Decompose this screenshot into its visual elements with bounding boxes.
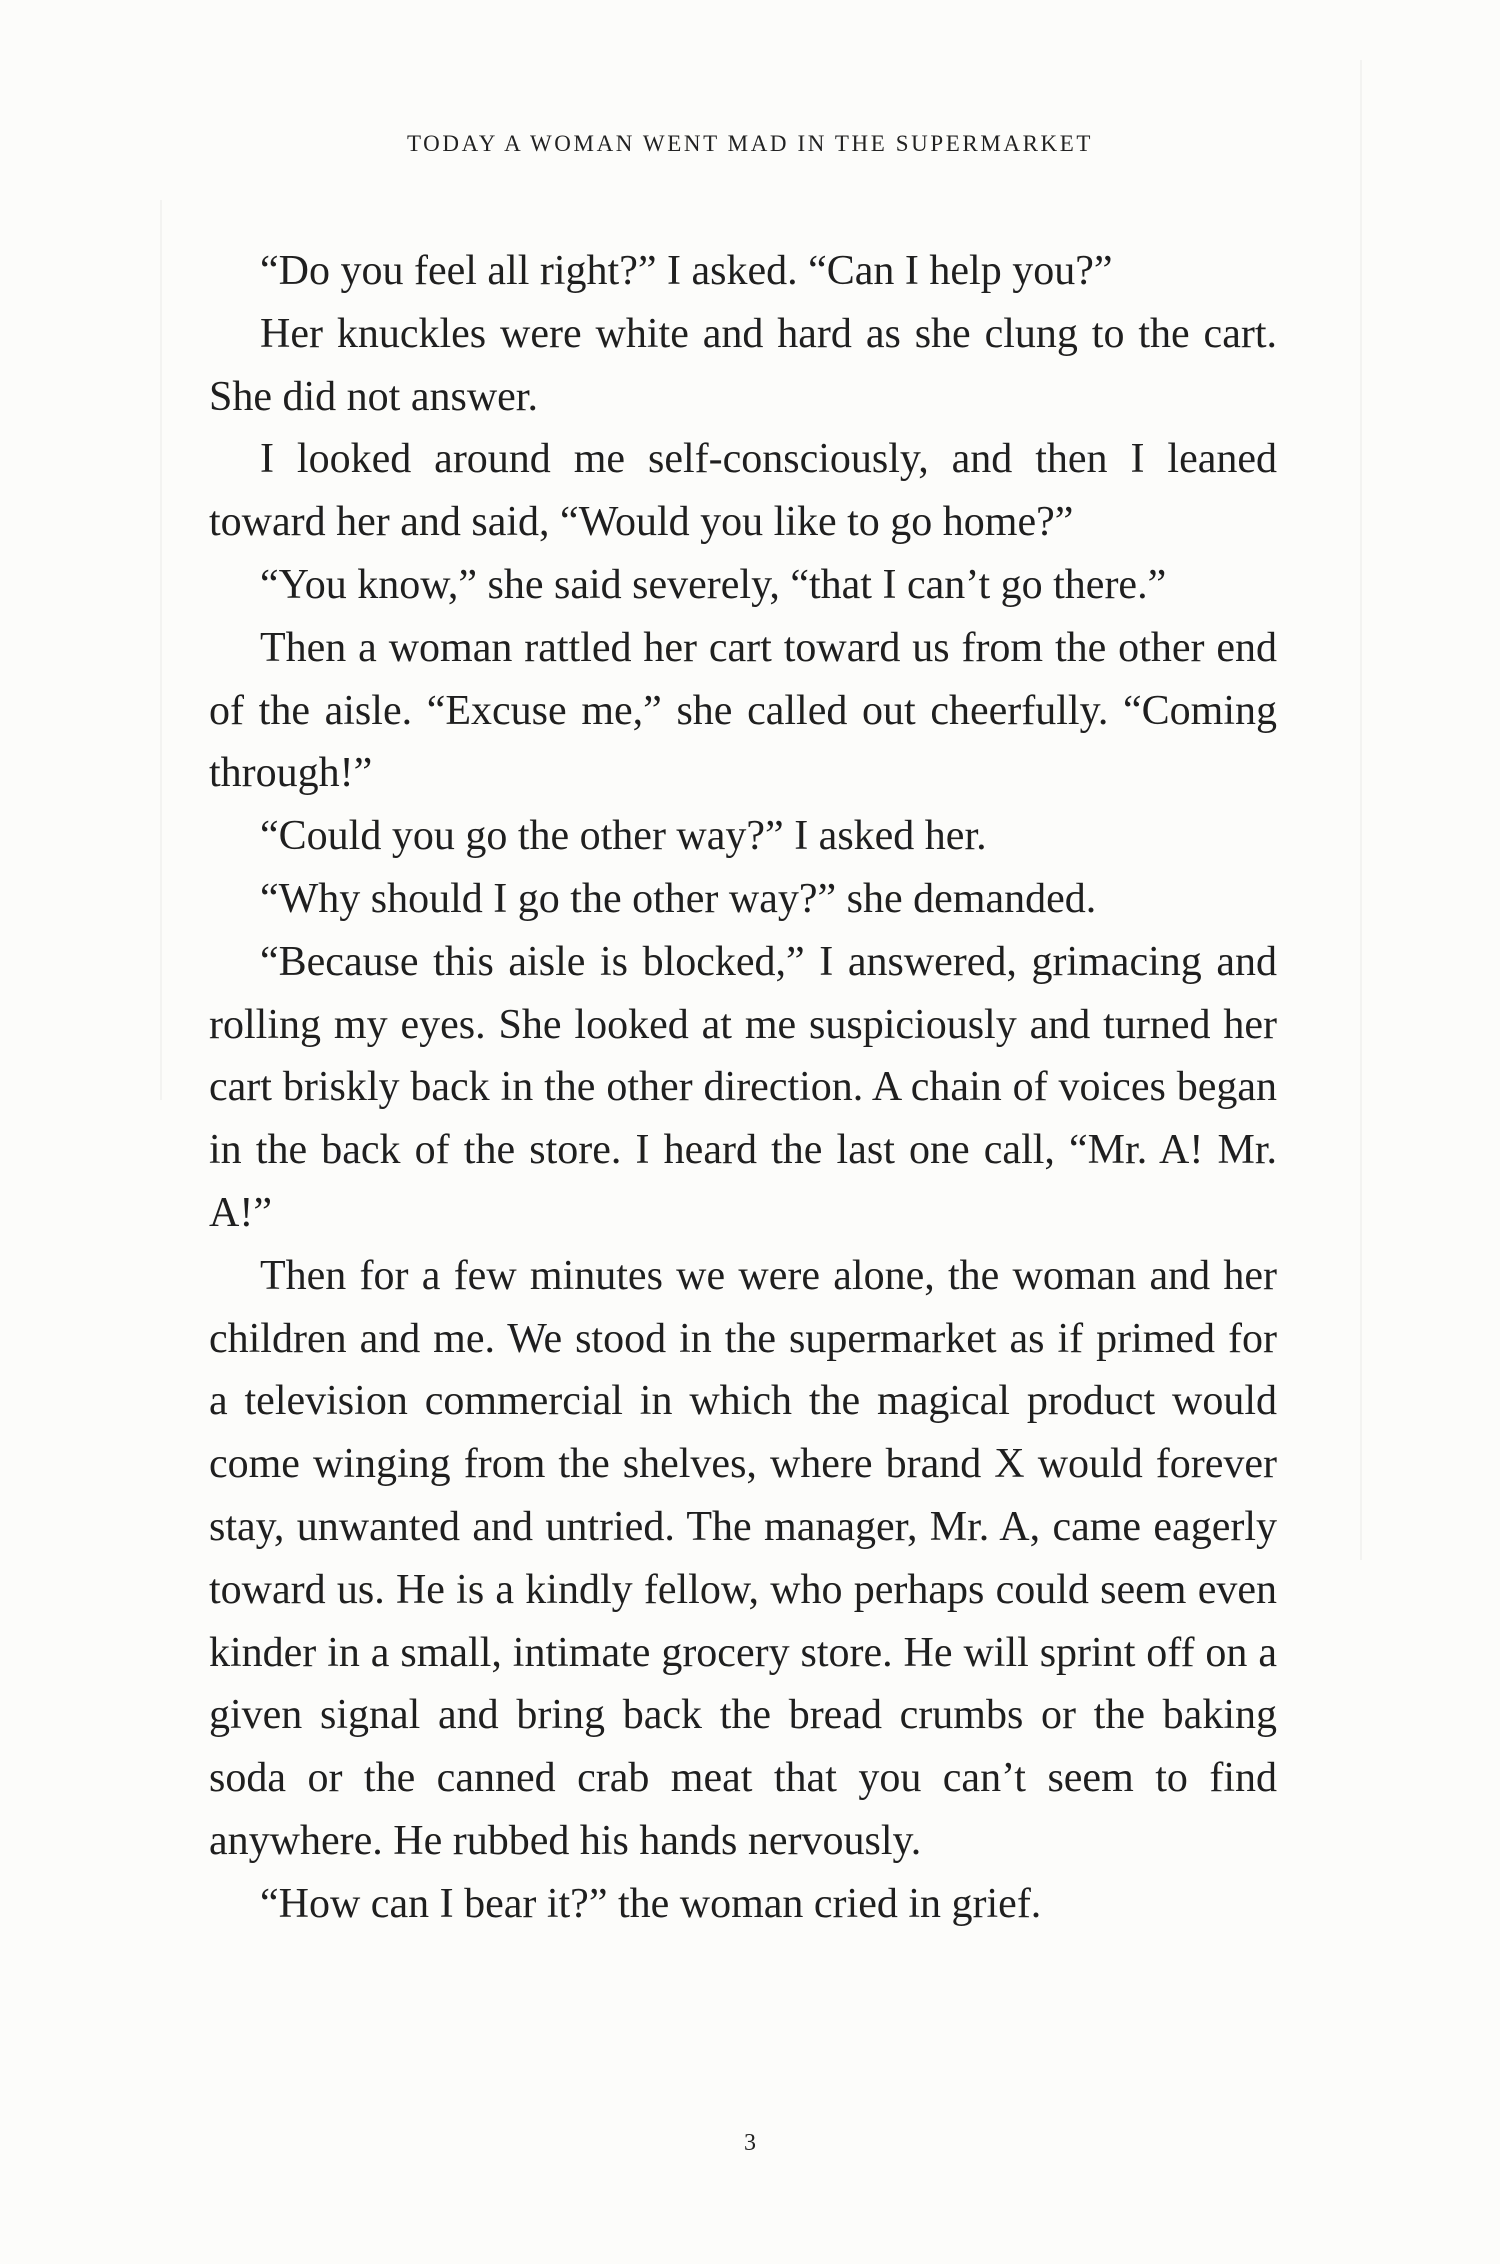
page-number: 3 [744, 2130, 756, 2156]
running-head: TODAY A WOMAN WENT MAD IN THE SUPERMARKET [406, 131, 1094, 156]
paragraph: Her knuckles were white and hard as she clung to the cart. She did not answer. [209, 310, 1277, 420]
paragraph: “Why should I go the other way?” she demanded. [260, 875, 1097, 922]
paragraph: “How can I bear it?” the woman cried in grief. [260, 1880, 1042, 1927]
body-text [209, 240, 1277, 1936]
paragraph: “Could you go the other way?” I asked her. [260, 813, 987, 860]
paragraph: “You know,” she said severely, “that I can’t go there.” [260, 561, 1167, 608]
scan-artifact [1360, 60, 1362, 1560]
paragraph: Then for a few minutes we were alone, the woman and her children and me. We stood in the supermarket as if primed for a television commercial in which the magical product would come winging from the shelves, where brand X would forever stay, unwanted and untried. The manager, Mr. A, came eagerly toward us. He is a kindly fellow, who perhaps could seem even kinder in a small, intimate grocery store. He will sprint off on a given signal and bring back the bread crumbs or the baking soda or the canned crab meat that you can’t seem to find anywhere. He rubbed his hands nervously. [209, 1252, 1277, 1864]
paragraph: “Do you feel all right?” I asked. “Can I help you?” [260, 248, 1113, 294]
paragraph: “Because this aisle is blocked,” I answered, grimacing and rolling my eyes. She looked at me suspiciously and turned her cart briskly back in the other direction. A chain of voices began in the back of the store. I heard the last one call, “Mr. A! Mr. A!” [209, 938, 1277, 1236]
scan-artifact [160, 200, 162, 1100]
paragraph: Then a woman rattled her cart toward us from the other end of the aisle. “Excuse me,” she called out cheerfully. “Coming through!” [209, 624, 1277, 797]
paragraph: I looked around me self-consciously, and then I leaned toward her and said, “Would you like to go home?” [209, 436, 1277, 546]
